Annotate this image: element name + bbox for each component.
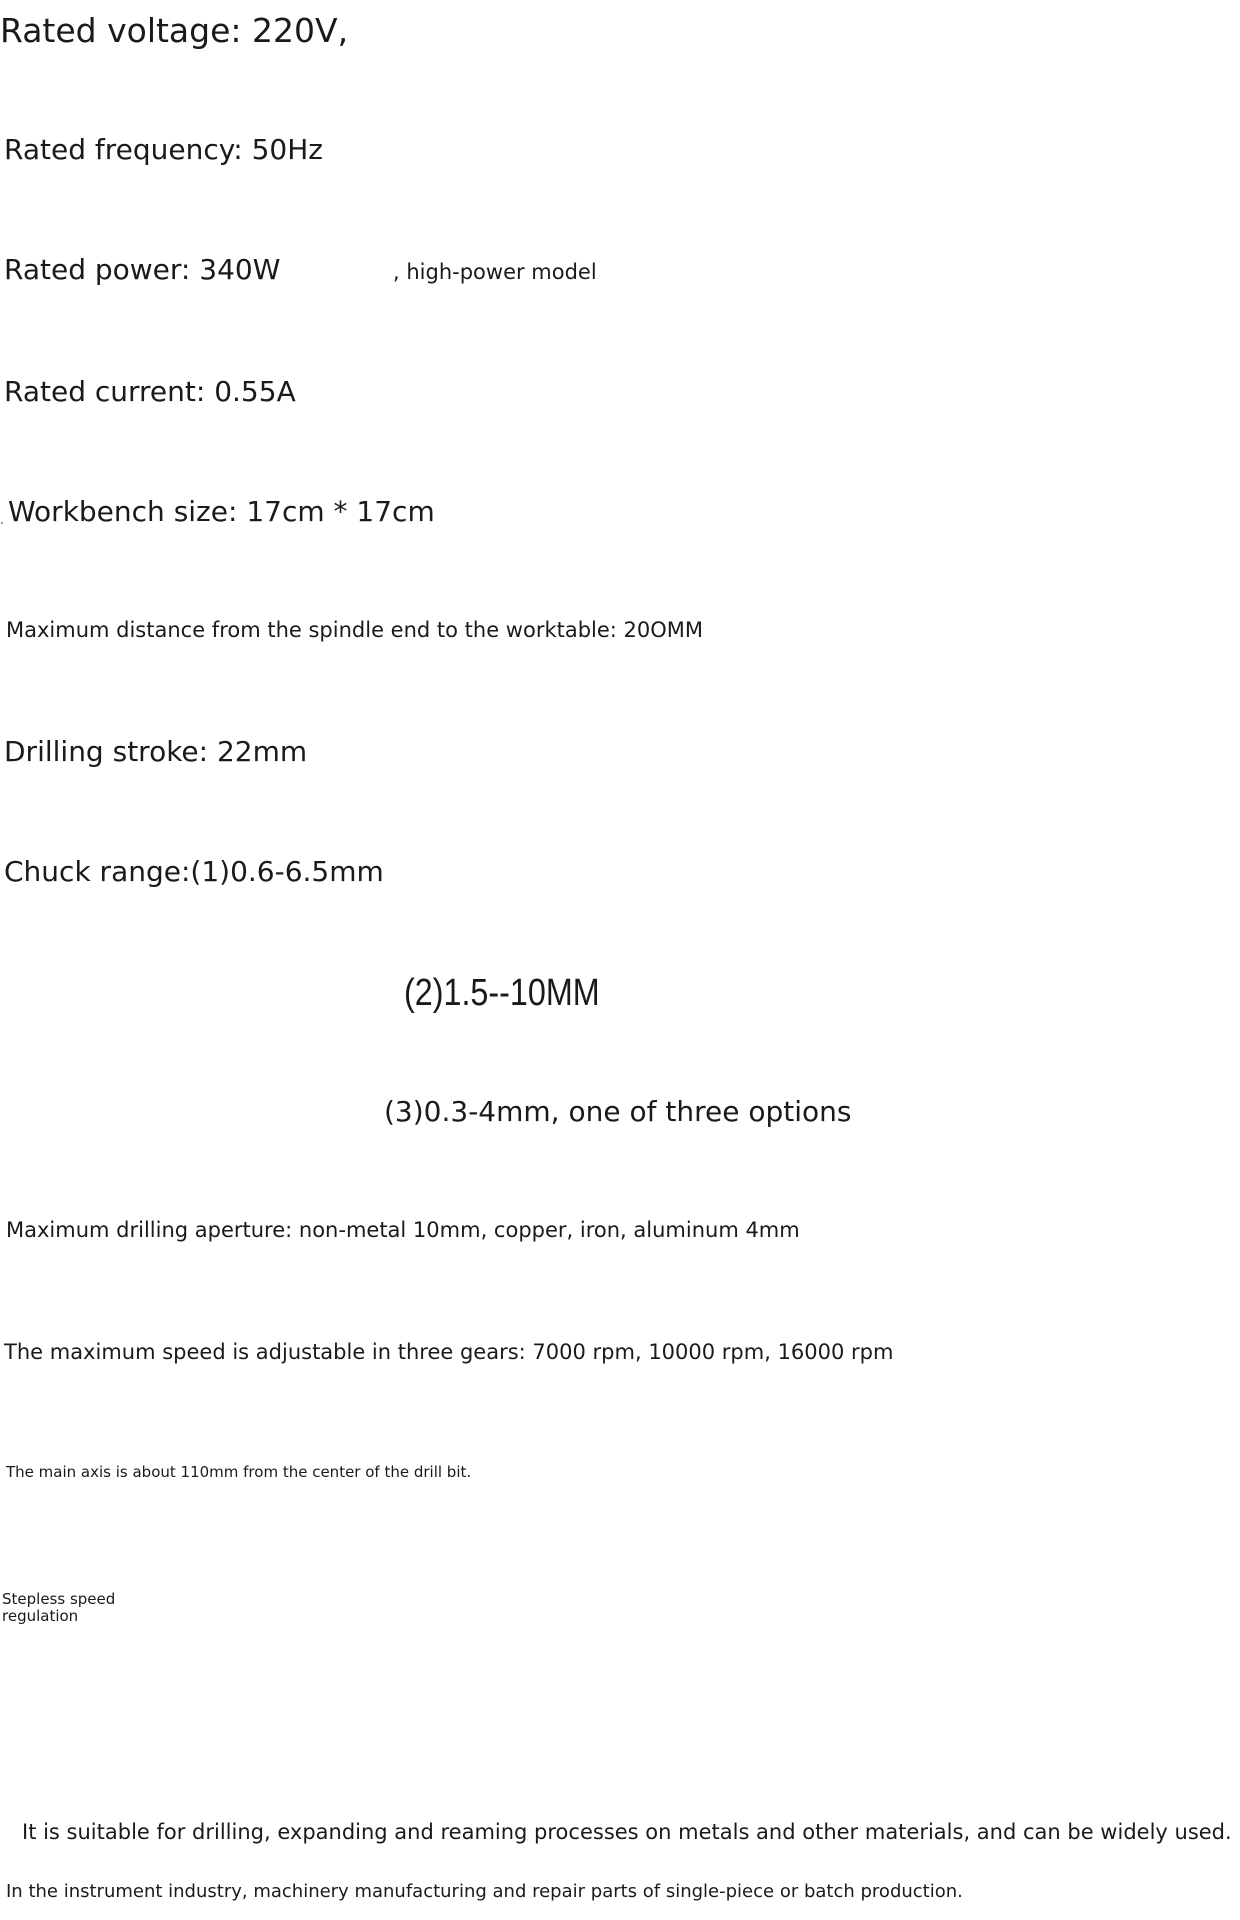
chuck-range-1: Chuck range:(1)0.6-6.5mm: [4, 855, 384, 888]
workbench-size: Workbench size: 17cm * 17cm: [8, 495, 435, 528]
stray-dot: [1, 522, 3, 524]
usage-line-1: It is suitable for drilling, expanding and reaming processes on metals and other materials, and can be widely used.: [22, 1820, 1232, 1844]
main-axis-distance: The main axis is about 110mm from the center of the drill bit.: [6, 1463, 472, 1481]
max-drilling-aperture: Maximum drilling aperture: non-metal 10mm, copper, iron, aluminum 4mm: [6, 1218, 800, 1242]
rated-power: Rated power: 340W: [4, 253, 281, 286]
chuck-range-3: (3)0.3-4mm, one of three options: [384, 1095, 852, 1128]
spindle-distance: Maximum distance from the spindle end to the worktable: 20OMM: [6, 618, 704, 642]
stepless-speed-regulation: Stepless speed regulation: [2, 1590, 116, 1626]
drilling-stroke: Drilling stroke: 22mm: [4, 735, 308, 768]
rated-current: Rated current: 0.55A: [4, 375, 296, 408]
rated-frequency: Rated frequency: 50Hz: [4, 133, 323, 166]
max-speed: The maximum speed is adjustable in three gears: 7000 rpm, 10000 rpm, 16000 rpm: [4, 1340, 894, 1364]
rated-voltage: Rated voltage: 220V,: [0, 11, 349, 50]
power-note: , high-power model: [393, 260, 597, 284]
chuck-range-2: (2)1.5--10MM: [404, 972, 600, 1014]
usage-line-2: In the instrument industry, machinery manufacturing and repair parts of single-piece or batch production.: [6, 1881, 963, 1902]
